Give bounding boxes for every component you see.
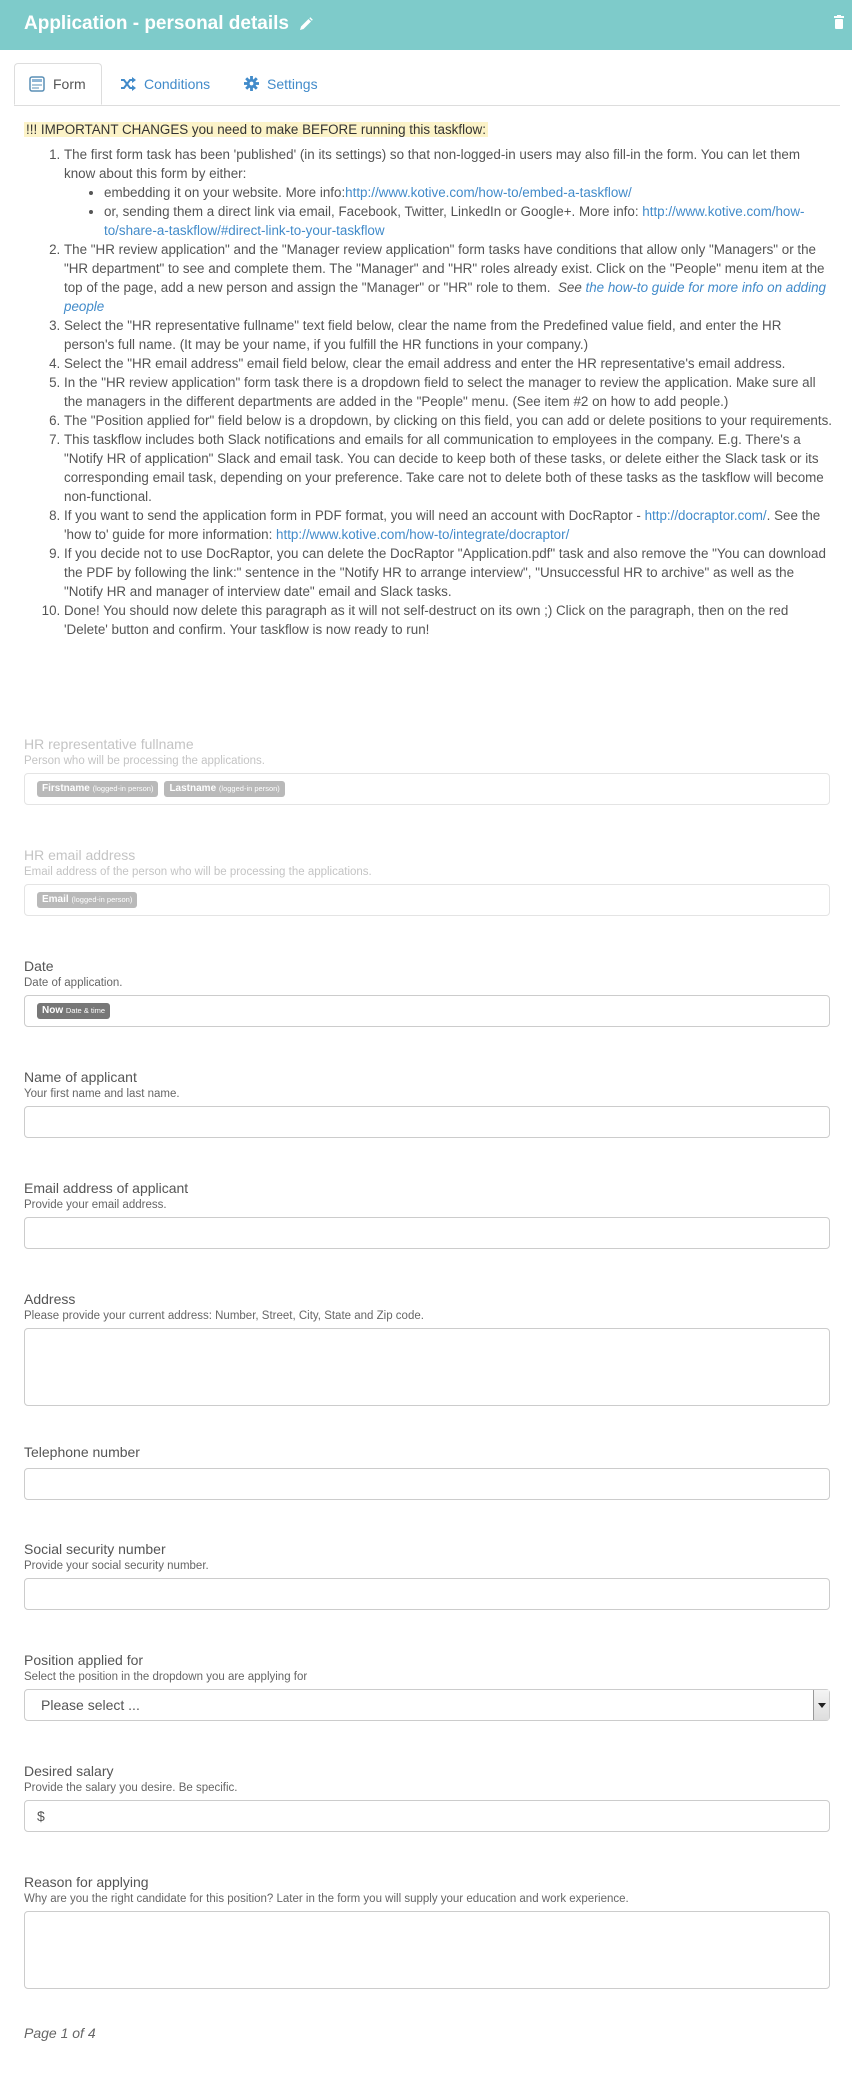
tab-bar: [14, 63, 840, 106]
share-link[interactable]: http://www.kotive.com/how-to/share-a-taskflow/#direct-link-to-your-taskflow: [104, 204, 805, 238]
list-item: 6. The "Position applied for" field below is a dropdown, by clicking on this field, you can add or delete positions to your requirements.: [64, 411, 832, 430]
ssn-input[interactable]: [24, 1578, 830, 1610]
position-select[interactable]: [24, 1689, 830, 1721]
list-item: 5. In the "HR review application" form task there is a dropdown field to select the manager to review the application. Make sure all the managers in the different departments are added in the "People" menu. (See item #2 on how to add people.): [64, 373, 832, 411]
list-item: 3. Select the "HR representative fullname" text field below, clear the name from the Predefined value field, and enter the HR person's full name. (It may be your name, if you fulfill the HR functions in your company.): [64, 316, 832, 354]
embed-link[interactable]: http://www.kotive.com/how-to/embed-a-taskflow/: [345, 185, 632, 200]
tab-form-label: Form: [53, 76, 86, 92]
telephone-input[interactable]: [24, 1468, 830, 1500]
shuffle-icon: [120, 77, 136, 91]
list-item: • embedding it on your website. More info:http://www.kotive.com/how-to/embed-a-taskflow/: [104, 183, 832, 202]
page-header: [0, 0, 852, 50]
docraptor-guide-link[interactable]: http://www.kotive.com/how-to/integrate/docraptor/: [276, 527, 570, 542]
form-icon: [29, 76, 45, 92]
ssn-field: [24, 1541, 830, 1610]
tab-settings[interactable]: [244, 63, 318, 104]
list-item: 1. The first form task has been 'published' (in its settings) so that non-logged-in users may also fill-in the form. You can let them know about this form by either: • embedding it on your website. More info:http://www.kotive.com/how-to/embed-a-taskflow/ • or, sending them a direct link via email, Facebook, Twitter, LinkedIn or Google+. More info: http://www.kotive.com/how-to/share-a-taskflow/#direct-link-to-your-taskflow: [64, 145, 832, 240]
field-help: Please provide your current address: Number, Street, City, State and Zip code.: [24, 1310, 424, 1322]
list-item: 7. This taskflow includes both Slack notifications and emails for all communication to employees in the company. E.g. There's a "Notify HR of application" Slack and email task. You can decide to keep both of these tasks, or delete either the Slack task or its corresponding email task, depending on your preference. Take care not to delete both of these tasks as the taskflow will become non-functional.: [64, 430, 832, 506]
field-help: Person who will be processing the applications.: [24, 755, 265, 767]
list-item: • or, sending them a direct link via email, Facebook, Twitter, LinkedIn or Google+. More info: http://www.kotive.com/how-to/share-a-taskflow/#direct-link-to-your-taskflow: [104, 202, 832, 240]
reason-textarea[interactable]: [24, 1911, 830, 1989]
list-item: 10. Done! You should now delete this paragraph as it will not self-destruct on its own ;) Click on the paragraph, then on the red 'Delete' button and confirm. Your taskflow is now ready to run!: [64, 601, 832, 639]
page-title[interactable]: [24, 13, 313, 35]
list-item: 4. Select the "HR email address" email field below, clear the email address and enter the HR representative's email address.: [64, 354, 832, 373]
field-help: Your first name and last name.: [24, 1088, 180, 1100]
now-tag: Now Date & time: [37, 1003, 110, 1019]
field-help: Provide your email address.: [24, 1199, 167, 1211]
field-help: Select the position in the dropdown you are applying for: [24, 1671, 308, 1683]
field-label: Social security number: [24, 1541, 166, 1557]
docraptor-link[interactable]: http://docraptor.com/: [644, 508, 767, 523]
position-selected-value: Please select ...: [41, 1697, 140, 1713]
notice-list: [24, 145, 832, 639]
salary-field: [24, 1763, 830, 1832]
email-tag: Email (logged-in person): [37, 892, 137, 908]
field-help: Why are you the right candidate for this position? Later in the form you will supply your education and work experience.: [24, 1893, 629, 1905]
field-label: HR email address: [24, 847, 136, 863]
how-to-people-link[interactable]: the how-to guide for more info on adding people: [64, 280, 826, 314]
field-label: Position applied for: [24, 1652, 144, 1668]
page-title-text: Application - personal details: [24, 13, 289, 34]
hr-email-field: [24, 847, 830, 916]
applicant-name-field: [24, 1069, 830, 1138]
firstname-tag: Firstname (logged-in person): [37, 781, 158, 797]
field-label: HR representative fullname: [24, 736, 194, 752]
tab-settings-label: Settings: [267, 75, 318, 92]
field-label: Reason for applying: [24, 1874, 149, 1890]
hr-email-input: [24, 884, 830, 916]
field-help: Provide the salary you desire. Be specific.: [24, 1782, 238, 1794]
dropdown-arrow-icon[interactable]: [813, 1690, 829, 1720]
lastname-tag: Lastname (logged-in person): [164, 781, 284, 797]
address-field: [24, 1291, 830, 1406]
hr-fullname-field: [24, 736, 830, 805]
applicant-email-input[interactable]: [24, 1217, 830, 1249]
applicant-email-field: [24, 1180, 830, 1249]
field-help: Email address of the person who will be processing the applications.: [24, 866, 372, 878]
edit-pencil-icon[interactable]: [299, 17, 313, 31]
list-item: 8. If you want to send the application form in PDF format, you will need an account with DocRaptor - http://docraptor.com/. See the 'how to' guide for more information: http://www.kotive.com/how-to/integrate/docraptor/: [64, 506, 832, 544]
date-field: [24, 958, 830, 1027]
field-label: Email address of applicant: [24, 1180, 189, 1196]
dollar-prefix: $: [37, 1808, 45, 1824]
salary-input[interactable]: [24, 1800, 830, 1832]
reason-field: [24, 1874, 830, 1989]
tab-form[interactable]: [14, 63, 102, 105]
trash-icon[interactable]: [834, 15, 844, 29]
field-help: Date of application.: [24, 977, 123, 989]
notice-heading: !!! IMPORTANT CHANGES you need to make BEFORE running this taskflow:: [26, 122, 486, 137]
field-label: Address: [24, 1291, 76, 1307]
field-label: Desired salary: [24, 1763, 114, 1779]
field-label: Name of applicant: [24, 1069, 137, 1085]
field-label: Telephone number: [24, 1444, 140, 1460]
position-field: [24, 1652, 830, 1721]
date-input[interactable]: [24, 995, 830, 1027]
tab-conditions-label: Conditions: [144, 75, 211, 92]
telephone-field: [24, 1444, 830, 1500]
hr-fullname-input: [24, 773, 830, 805]
field-help: Provide your social security number.: [24, 1560, 209, 1572]
list-item: 2. The "HR review application" and the "Manager review application" form tasks have conditions that allow only "Managers" or the "HR department" to see and complete them. The "Manager" and "HR" roles already exist. Click on the "People" menu item at the top of the page, add a new person and assign the "Manager" or "HR" role to them. See the how-to guide for more info on adding people: [64, 240, 832, 316]
gear-icon: [244, 76, 259, 91]
field-label: Date: [24, 958, 54, 974]
important-notice[interactable]: [24, 120, 832, 639]
address-textarea[interactable]: [24, 1328, 830, 1406]
page-indicator: Page 1 of 4: [24, 2025, 96, 2041]
list-item: 9. If you decide not to use DocRaptor, you can delete the DocRaptor "Application.pdf" task and also remove the "You can download the PDF by following the link:" sentence in the "Notify HR to arrange interview", "Unsuccessful HR to archive" as well as the "Notify HR and manager of interview date" email and Slack tasks.: [64, 544, 832, 601]
tab-conditions[interactable]: [120, 63, 210, 104]
applicant-name-input[interactable]: [24, 1106, 830, 1138]
